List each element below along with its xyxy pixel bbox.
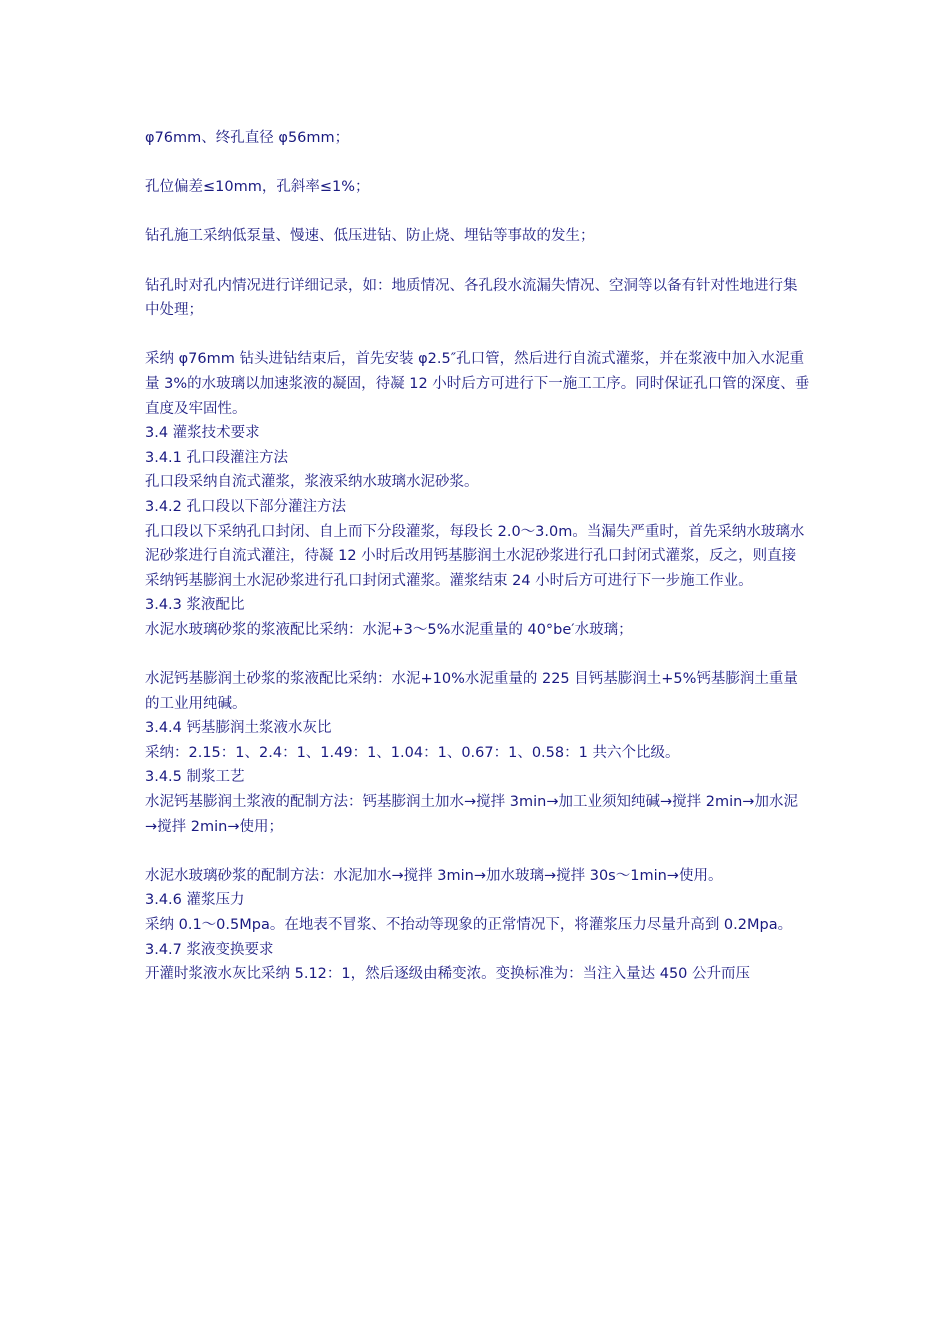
paragraph: 水泥钙基膨润土砂浆的浆液配比采纳：水泥+10%水泥重量的 225 目钙基膨润土+5%钙基膨润土重量的工业用纯碱。 <box>145 671 798 712</box>
paragraph: 水泥水玻璃砂浆的配制方法：水泥加水→搅拌 3min→加水玻璃→搅拌 30s～1min→使用。 <box>145 867 723 884</box>
section-heading: 3.4.6 灌浆压力 <box>145 892 245 909</box>
paragraph: 采纳 0.1～0.5Mpa。在地表不冒浆、不抬动等现象的正常情况下，将灌浆压力尽量升高到 0.2Mpa。 <box>145 917 793 933</box>
paragraph: 开灌时浆液水灰比采纳 5.12：1，然后逐级由稀变浓。变换标准为：当注入量达 450 公升而压 <box>145 966 751 983</box>
paragraph: 采纳：2.15：1、2.4：1、1.49：1、1.04：1、0.67：1、0.58：1 共六个比级。 <box>145 744 680 761</box>
document-body <box>145 126 810 987</box>
paragraph: 水泥钙基膨润土浆液的配制方法：钙基膨润土加水→搅拌 3min→加工业须知纯碱→搅拌 2min→加水泥→搅拌 2min→使用； <box>145 794 798 835</box>
section-heading: 3.4.4 钙基膨润土浆液水灰比 <box>145 720 332 737</box>
section-heading: 3.4.7 浆液变换要求 <box>145 941 274 958</box>
section-heading: 3.4 灌浆技术要求 <box>145 425 260 442</box>
paragraph: 孔口段采纳自流式灌浆，浆液采纳水玻璃水泥砂浆。 <box>145 474 479 491</box>
section-heading: 3.4.3 浆液配比 <box>145 597 245 614</box>
paragraph: 孔口段以下采纳孔口封闭、自上而下分段灌浆，每段长 2.0～3.0m。当漏失严重时，首先采纳水玻璃水泥砂浆进行自流式灌注，待凝 12 小时后改用钙基膨润土水泥砂浆进行孔口封闭式灌浆，反之，则直接采纳钙基膨润土水泥砂浆进行孔口封闭式灌浆。灌浆结束 24 小时后方可进行下一步施工作业。 <box>145 523 805 589</box>
section-heading: 3.4.1 孔口段灌注方法 <box>145 449 289 466</box>
paragraph: 孔位偏差≤10mm，孔斜率≤1%； <box>145 179 370 196</box>
paragraph: 钻孔时对孔内情况进行详细记录，如：地质情况、各孔段水流漏失情况、空洞等以备有针对性地进行集中处理； <box>145 277 798 319</box>
paragraph: φ76mm、终孔直径 φ56mm； <box>145 130 350 146</box>
paragraph: 钻孔施工采纳低泵量、慢速、低压进钻、防止烧、埋钻等事故的发生； <box>145 228 595 245</box>
paragraph: 采纳 φ76mm 钻头进钻结束后，首先安装 φ2.5″孔口管，然后进行自流式灌浆，并在浆液中加入水泥重量 3%的水玻璃以加速浆液的凝固，待凝 12 小时后方可进行下一施工工序。同时保证孔口管的深度、垂直度及牢固性。 <box>145 351 810 417</box>
paragraph: 水泥水玻璃砂浆的浆液配比采纳：水泥+3～5%水泥重量的 40°be′水玻璃； <box>145 621 633 638</box>
section-heading: 3.4.5 制浆工艺 <box>145 769 245 786</box>
section-heading: 3.4.2 孔口段以下部分灌注方法 <box>145 498 347 515</box>
